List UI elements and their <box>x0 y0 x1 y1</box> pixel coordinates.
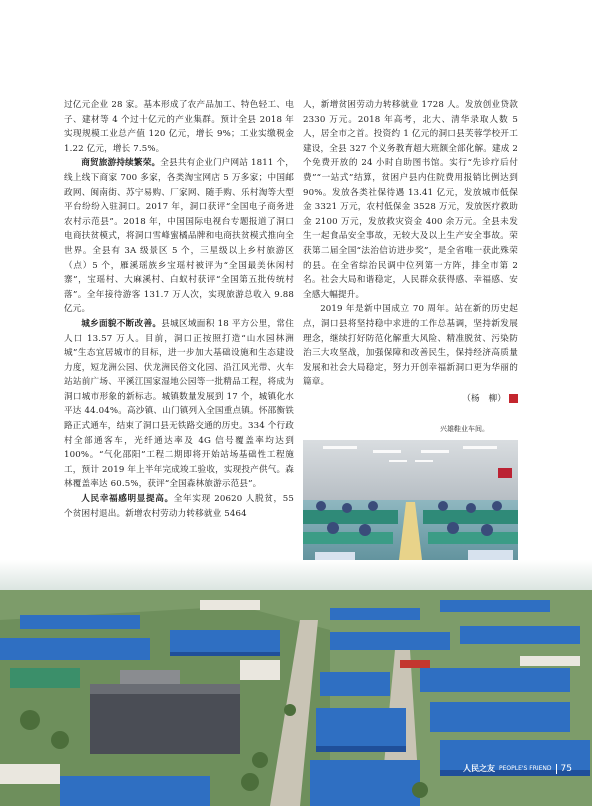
page-top-margin <box>0 0 592 96</box>
paragraph-wellbeing-cont: 人，新增贫困劳动力转移就业 1728 人。发放创业贷款 2330 万元。2018 年高考，北大、清华录取人数 5 人，居全市之首。投资约 1 亿元的洞口县芙蓉学校开工建设，全县 327 个义务教育超大班额全部化解。建成 2 个免费开放的 24 小时自助图书馆。实行“先诊疗后付费”“一站式”结算，贫困户县内住院费用报销比例达到 90%。发放各类社保待遇 13.41 亿元，发放城市低保金 3321 万元，农村低保金 3528 万元，发放医疗救助金 2100 万元，发放救灾资金 400 余万元。全县未发生一起食品安全事故，无较大及以上生产安全事故。荣获第二届全国“法治信访进步奖”，是全省唯一获此殊荣的县。在全省综治民调中位列第一方阵，排全市第 2 名。社会大局和谐稳定，人民群众获得感、幸福感、安全感大幅提升。 <box>303 100 518 300</box>
paragraph-industry: 过亿元企业 28 家。基本形成了农产品加工、特色轻工、电子、建材等 4 个过十亿元的产业集群。预计全县 2018 年实现规模工业总产值 120 亿元，增长 9%；工业实缴税金 1.22 亿元，增长 7.5%。 <box>64 100 294 154</box>
paragraph-wellbeing <box>64 492 294 521</box>
paragraph-urban <box>64 317 294 492</box>
paragraph-wellbeing-text: 全年实现 20620 人脱贫，55 个贫困村退出。新增农村劳动力转移就业 5464 <box>64 494 294 519</box>
end-mark-icon: 人 <box>509 394 518 403</box>
paragraph-commerce <box>64 156 294 317</box>
paragraph-outlook: 2019 年是新中国成立 70 周年。站在新的历史起点，洞口县将坚持稳中求进的工作总基调，坚持新发展理念，继续打好防范化解重大风险、精准脱贫、污染防治三大攻坚战，加强保障和改善民生，保持经济高质量发展和社会大局稳定，努力开创幸福新洞口更为华丽的篇章。 <box>303 304 518 388</box>
paragraph-commerce-text: 全县共有企业门户网站 1811 个，线上线下商家 700 多家，各类淘宝网店 5 万多家；中国邮政网、闽南街、苏宁易购、厂家网、随手购、乐村淘等大型平台纷纷入驻洞口。2017 年，洞口获评“全国电子商务进农村示范县”。2018 年，中国国际电视台专题报道了洞口电商扶贫模式，将洞口雪峰蜜橘品牌和电商扶贫模式推向全世界。全县有 3A 级景区 5 个，三星级以上乡村旅游区（点）5 个，雁溪瑶族乡宝瑶村被评为“全国最美休闲村寨”，宝瑶村、大麻溪村、白蚁村获评“全国第五批传统村落”。全年接待游客 131.7 万人次，实现旅游总收入 9.88 亿元。 <box>64 158 294 315</box>
page-footer <box>463 763 572 774</box>
magazine-brand: 人民之友 <box>463 764 495 773</box>
section-lead-wellbeing: 人民幸福感明显提高。 <box>81 494 174 505</box>
article-column-right <box>303 98 533 406</box>
footer-divider <box>556 764 557 774</box>
magazine-brand-en: PEOPLE'S FRIEND <box>499 765 552 772</box>
author-name: （杨 柳） <box>462 393 506 404</box>
page-number: 75 <box>560 763 572 774</box>
section-lead-commerce: 商贸旅游持续繁荣。 <box>81 158 161 169</box>
photo-caption: 兴雄鞋业车间。 <box>440 425 489 433</box>
article-column-left <box>64 98 294 521</box>
factory-workshop-photo <box>303 440 518 568</box>
paragraph-urban-text: 县城区域面积 18 平方公里，常住人口 13.57 万人。目前，洞口正按照打造“山水园林洲城”生态宜居城市的目标，进一步加大基础设施和生态建设力度，短龙洲公园、伏龙洲民俗文化园、沿江风光带、火车站站前广场、平溪江国家湿地公园等一批精品工程，将成为洞口城市形象的新标志。城镇数量发展到 17 个，城镇化水平达 44.04%。高沙镇、山门镇列入全国重点镇。怀邵衡铁路正式通车，结束了洞口县无铁路交通的历史。334 个行政村全部通客车，光纤通达率及 4G 信号覆盖率均达到 100%。“气化邵阳”工程二期即将开始站场基础性工程施工，预计 2019 年上半年完成竣工验收，实现投产供气。森林覆盖率达 60.5%，获评“全国森林旅游示范县”。 <box>64 318 294 490</box>
author-signature <box>303 392 533 407</box>
section-lead-urban: 城乡面貌不断改善。 <box>81 318 162 329</box>
